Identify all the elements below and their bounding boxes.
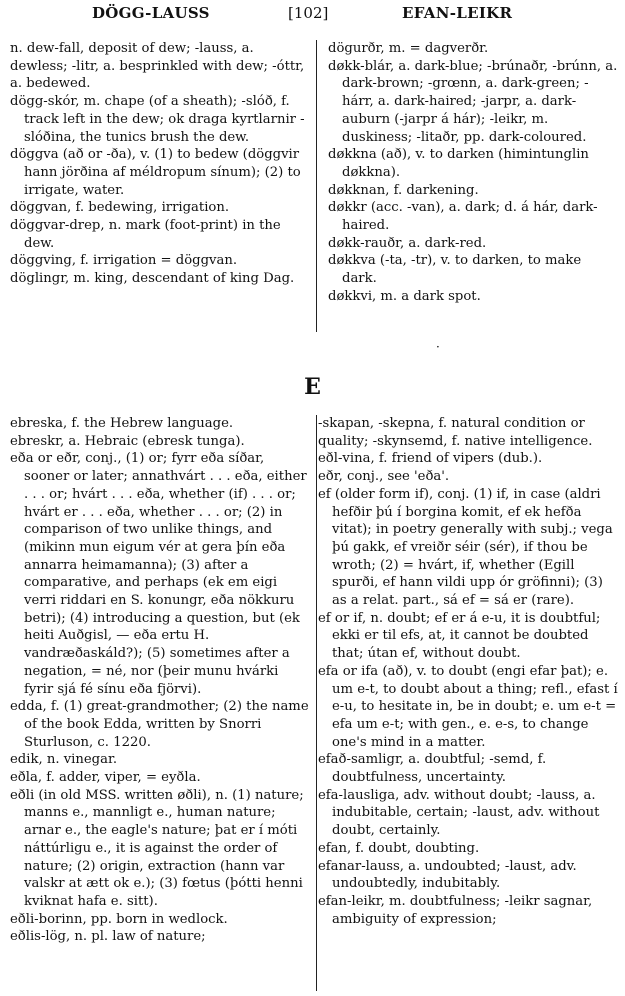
page-header xyxy=(0,4,625,26)
dictionary-entry: døkk-blár, a. dark-blue; -brúnaðr, -brúnn, a. dark-brown; -grœnn, a. dark-green; -hárr, a. dark-haired; -jarpr, a. dark-auburn (-jarpr á hár); -leikr, m. duskiness; -litaðr, pp. dark-coloured. xyxy=(328,58,618,145)
dictionary-entry: eðl-vina, f. friend of vipers (dub.). xyxy=(318,451,543,467)
dictionary-entry: efa-lausliga, adv. without doubt; -lauss, a. indubitable, certain; -laust, adv. without doubt, certainly. xyxy=(318,787,600,839)
dictionary-entry: eðla, f. adder, viper, = eyðla. xyxy=(10,770,201,786)
dictionary-entry: efa or ifa (að), v. to doubt (engi efar þat); e. um e-t, to doubt about a thing; refl., efast í e-u, to hesitate in, be in doubt; e. um e-t = efa um e-t; with gen., e. e-s, to change one's mind in a matter. xyxy=(318,663,618,750)
dictionary-entry: efan-leikr, m. doubtfulness; -leikr sagnar, ambiguity of expression; xyxy=(318,893,593,927)
top-left-column xyxy=(10,40,308,288)
dictionary-entry: döggvar-drep, n. mark (foot-print) in the dew. xyxy=(10,218,281,251)
column-divider-top xyxy=(316,40,317,332)
dictionary-entry: døkk-rauðr, a. dark-red. xyxy=(328,235,487,251)
dictionary-entry: n. dew-fall, deposit of dew; -lauss, a. dewless; -litr, a. besprinkled with dew; -óttr, a. bedewed. xyxy=(10,41,305,92)
dictionary-entry: ebreska, f. the Hebrew language. xyxy=(10,416,234,431)
dictionary-entry: døkkva (-ta, -tr), v. to darken, to make dark. xyxy=(328,253,582,287)
dictionary-entry: døkkna (að), v. to darken (himintunglin døkkna). xyxy=(328,147,589,180)
ornament-dot: · xyxy=(436,340,440,354)
dictionary-entry: dögg-skór, m. chape (of a sheath); -slóð, f. track left in the dew; ok draga kyrtlarnir -slóðina, the tunics brush the dew. xyxy=(10,94,305,145)
dictionary-entry: ef or if, n. doubt; ef er á e-u, it is doubtful; ekki er til efs, at, it cannot be doubted that; útan ef, without doubt. xyxy=(318,610,601,662)
dictionary-entry: eðli (in old MSS. written øðli), n. (1) nature; manns e., mannligt e., human nature; arnar e., the eagle's nature; þat er í móti náttúrligu e., it is against the order of nature; (2) origin, extraction (hann var valskr at ætt ok e.); (3) fœtus (þótti henni kviknat hafa e. sitt). xyxy=(10,787,304,909)
dictionary-entry: edik, n. vinegar. xyxy=(10,752,118,768)
dictionary-entry: ef (older form if), conj. (1) if, in case (aldri hefðir þú í borgina komit, ef ek hefða vitat); in poetry generally with subj.; vega þú gakk, ef vreiðr séir (sér), if thou be wroth; (2) = hvárt, if, whether (Egill spurði, ef hann vildi upp ór gröfinni); (3) as a relat. part., sá ef = sá er (rare). xyxy=(318,486,613,609)
dictionary-entry: efan, f. doubt, doubting. xyxy=(318,840,480,856)
dictionary-entry: eðli-borinn, pp. born in wedlock. xyxy=(10,911,228,927)
dictionary-entry: døkkvi, m. a dark spot. xyxy=(328,288,481,304)
dictionary-entry: eðlis-lög, n. pl. law of nature; xyxy=(10,929,206,945)
dictionary-entry: døkknan, f. darkening. xyxy=(328,182,479,198)
column-divider-bottom xyxy=(316,415,317,991)
dictionary-entry: eðr, conj., see 'eða'. xyxy=(318,469,450,485)
dictionary-entry: dögurðr, m. = dagverðr. xyxy=(328,41,489,56)
dictionary-entry: ebreskr, a. Hebraic (ebresk tunga). xyxy=(10,433,245,449)
dictionary-entry: -skapan, -skepna, f. natural condition or quality; -skynsemd, f. native intelligence. xyxy=(318,416,593,449)
dictionary-entry: døkkr (acc. -van), a. dark; d. á hár, dark-haired. xyxy=(328,200,598,234)
page-number: [102] xyxy=(288,4,329,22)
dictionary-entry: efað-samligr, a. doubtful; -semd, f. doubtfulness, uncertainty. xyxy=(318,752,547,786)
bottom-right-column xyxy=(318,415,618,928)
header-left-guideword: DÖGG-LAUSS xyxy=(92,4,210,22)
header-right-guideword: EFAN-LEIKR xyxy=(402,4,513,22)
dictionary-entry: döglingr, m. king, descendant of king Dag. xyxy=(10,271,295,287)
dictionary-entry: döggva (að or -ða), v. (1) to bedew (döggvir hann jörðina af méldropum sínum); (2) to irrigate, water. xyxy=(10,147,301,198)
dictionary-entry: eða or eðr, conj., (1) or; fyrr eða síðar, sooner or later; annathvárt . . . eða, either . . . or; hvárt . . . eða, whether (if) . . . or; hvárt er . . . eða, whether . . . or; (2) in comparison of two unlike things, and (mikinn mun eigum vér at gera þín eða annarra heimamanna); (3) after a comparative, and perhaps (ek em eigi verri riddari en S. konungr, eða nökkuru betri); (4) introducing a question, but (ek heiti Auðgisl, — eða ertu H. vandræðaskáld?); (5) sometimes after a negation, = né, nor (þeir munu hvárki fyrir sjá fé sínu eða fjörvi). xyxy=(10,451,307,697)
dictionary-entry: döggving, f. irrigation = döggvan. xyxy=(10,253,238,269)
dictionary-entry: efanar-lauss, a. undoubted; -laust, adv. undoubtedly, indubitably. xyxy=(318,858,577,892)
dictionary-entry: edda, f. (1) great-grandmother; (2) the name of the book Edda, written by Snorri Sturluson, c. 1220. xyxy=(10,699,309,750)
dictionary-entry: döggvan, f. bedewing, irrigation. xyxy=(10,200,230,216)
bottom-left-column xyxy=(10,415,310,946)
top-right-column xyxy=(328,40,618,306)
section-letter: E xyxy=(304,374,321,400)
